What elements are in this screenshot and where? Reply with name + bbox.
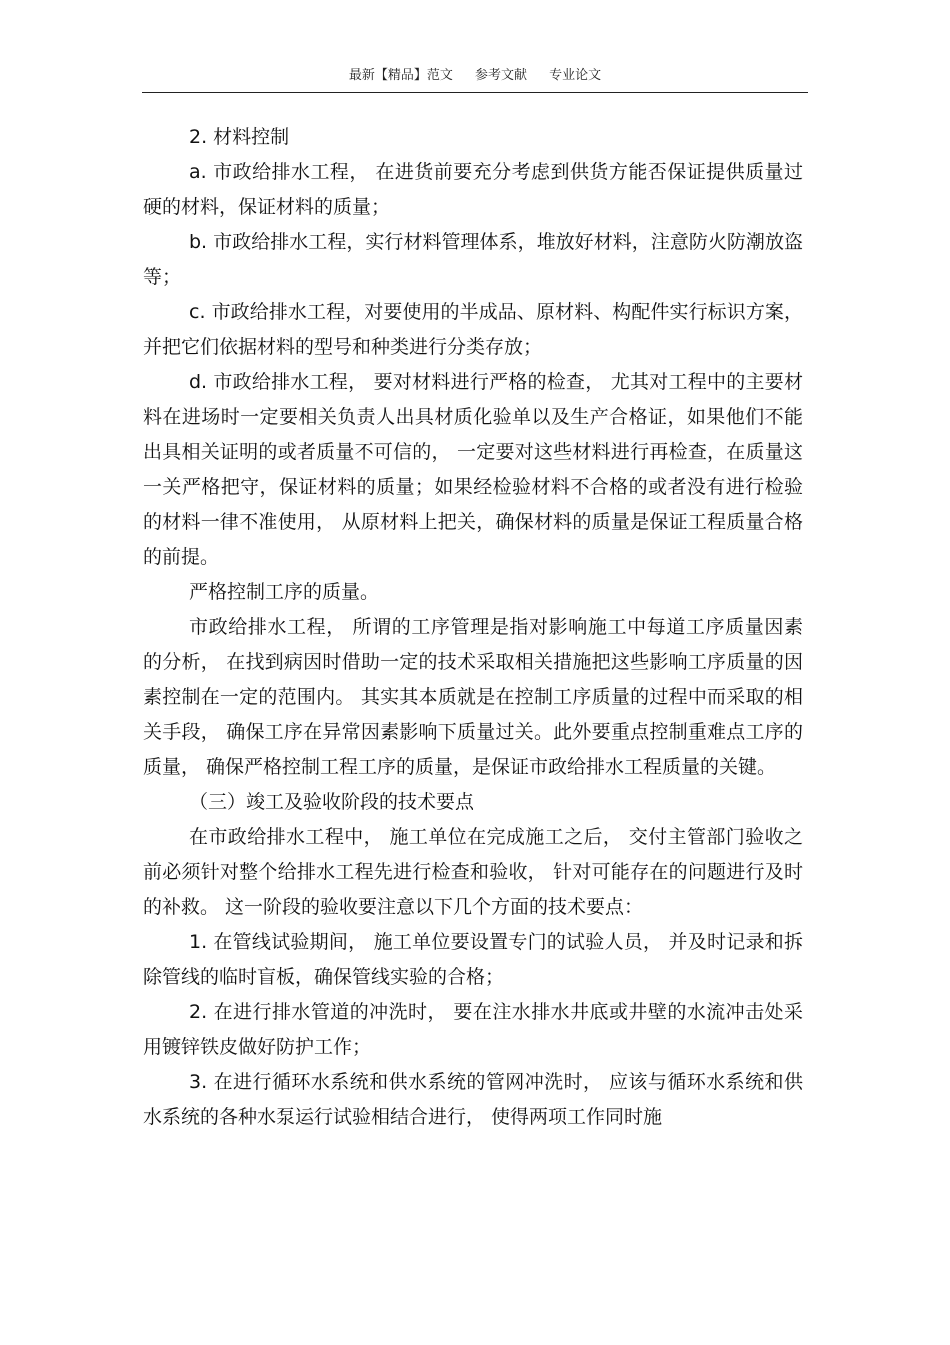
header-item-papers: 专业论文 — [549, 68, 602, 83]
paragraph-process-management: 市政给排水工程， 所谓的工序管理是指对影响施工中每道工序质量因素的分析， 在找到病因时借助一定的技术采取相关措施把这些影响工序质量的因素控制在一定的范围内。 其实其本质就是在控制工序质量的过程中而采取的相关手段， 确保工序在异常因素影响下质量过关。此外要重点控制重难点工序的质量， 确保严格控制工程工序的质量，是保证市政给排水工程质量的关键。 — [143, 616, 803, 778]
paragraph-item-c: c. 市政给排水工程，对要使用的半成品、原材料、构配件实行标识方案，并把它们依据材料的型号和种类进行分类存放； — [143, 301, 803, 358]
page-header — [142, 66, 808, 93]
paragraph-point-3: 3. 在进行循环水系统和供水系统的管网冲洗时， 应该与循环水系统和供水系统的各种水泵运行试验相结合进行， 使得两项工作同时施 — [143, 1071, 803, 1128]
section-heading-acceptance: （三）竣工及验收阶段的技术要点 — [189, 791, 475, 813]
paragraph-item-a: a. 市政给排水工程， 在进货前要充分考虑到供货方能否保证提供质量过硬的材料，保证材料的质量； — [143, 161, 803, 218]
paragraph-item-b: b. 市政给排水工程，实行材料管理体系，堆放好材料，注意防火防潮放盗等； — [143, 231, 803, 288]
paragraph-acceptance-intro: 在市政给排水工程中， 施工单位在完成施工之后， 交付主管部门验收之前必须针对整个给排水工程先进行检查和验收， 针对可能存在的问题进行及时的补救。 这一阶段的验收要注意以下几个方面的技术要点： — [143, 826, 803, 918]
paragraph-point-1: 1. 在管线试验期间， 施工单位要设置专门的试验人员， 并及时记录和拆除管线的临时盲板，确保管线实验的合格； — [143, 931, 803, 988]
subheading-process-quality: 严格控制工序的质量。 — [189, 581, 380, 603]
section-heading-material-control: 2. 材料控制 — [189, 126, 290, 148]
paragraph-item-d: d. 市政给排水工程， 要对材料进行严格的检查， 尤其对工程中的主要材料在进场时一定要相关负责人出具材质化验单以及生产合格证，如果他们不能出具相关证明的或者质量不可信的， 一定要对这些材料进行再检查，在质量这一关严格把守，保证材料的质量；如果经检验材料不合格的或者没有进行检验的材料一律不准使用， 从原材料上把关，确保材料的质量是保证工程质量合格的前提。 — [143, 371, 803, 568]
header-item-references: 参考文献 — [474, 68, 527, 83]
paragraph-point-2: 2. 在进行排水管道的冲洗时， 要在注水排水井底或井壁的水流冲击处采用镀锌铁皮做好防护工作； — [143, 1001, 803, 1058]
document-body — [143, 120, 803, 1135]
header-item-featured: 最新【精品】范文 — [348, 68, 453, 83]
